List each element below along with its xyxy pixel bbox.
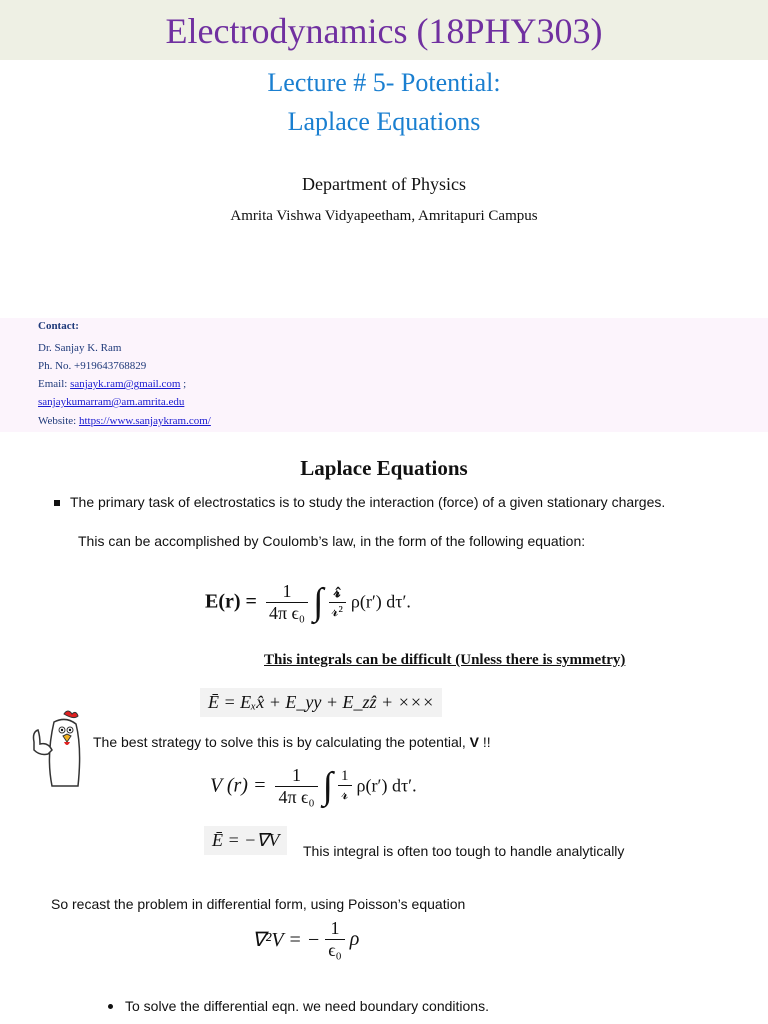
potential-prefactor [275, 765, 317, 808]
website-link[interactable]: https://www.sanjaykram.com/ [78, 415, 211, 427]
coulomb-kernel [329, 584, 346, 621]
strategy-text: The best strategy to solve this is by calculating the potential, [93, 734, 470, 750]
poisson-rho: ρ [349, 928, 360, 950]
contact-email-line [38, 377, 186, 391]
recast-text: So recast the problem in differential form, using Poisson’s equation [51, 896, 466, 912]
contact-email-line2 [38, 395, 184, 409]
poisson-den: ϵ₀ [328, 940, 342, 960]
coulomb-prefactor [266, 581, 308, 624]
coulomb-tail: ρ(r′) dτ′. [350, 591, 411, 612]
coulomb-equation [205, 580, 411, 624]
prefactor-numerator: 1 [266, 581, 308, 603]
coulomb-lhs: E(r) = [205, 590, 257, 613]
email-link-1[interactable]: sanjayk.ram@gmail.com [70, 378, 181, 390]
kernel-denominator: 𝓻² [331, 603, 343, 620]
bullet-text-2: To solve the differential eqn. we need boundary conditions. [125, 998, 489, 1014]
website-label: Website: [38, 415, 79, 427]
poisson-lhs: ∇²V = − [252, 929, 321, 951]
strategy-end: !! [479, 734, 491, 750]
potential-tail: ρ(r′) dτ′. [356, 775, 417, 796]
potential-kernel-den: 𝓻 [341, 787, 349, 803]
potential-equation [210, 764, 417, 808]
square-bullet-icon [54, 500, 60, 506]
lecture-title-line1: Lecture # 5- Potential: [267, 68, 501, 97]
email-link-2[interactable]: sanjaykumarram@am.amrita.edu [38, 396, 185, 408]
poisson-num: 1 [325, 918, 345, 940]
round-bullet-icon [108, 1004, 113, 1009]
gradient-relation: Ē = −∇V [204, 826, 287, 855]
kernel-numerator: 𝓻̂ [329, 584, 346, 603]
institution: Amrita Vishwa Vidyapeetham, Amritapuri Campus [230, 208, 538, 224]
lecture-title-line2: Laplace Equations [287, 107, 481, 136]
department: Department of Physics [302, 174, 466, 194]
section-heading: Laplace Equations [300, 456, 468, 480]
contact-heading: Contact: [38, 320, 79, 332]
potential-kernel [338, 768, 352, 804]
contact-name: Dr. Sanjay K. Ram [38, 342, 122, 354]
integrals-note: This integrals can be difficult (Unless there is symmetry) [264, 652, 626, 668]
strategy-bold-v: V [469, 734, 479, 750]
prefactor-denominator: 4π ϵ₀ [268, 602, 306, 623]
potential-kernel-num: 1 [338, 768, 352, 786]
poisson-fraction [325, 918, 345, 961]
contact-website-line [38, 414, 211, 428]
potential-integral-sign: ∫ [322, 765, 334, 807]
coulomb-intro: This can be accomplished by Coulomb’s law, in the form of the following equation: [78, 533, 586, 549]
potential-prefactor-den: 4π ϵ₀ [278, 786, 315, 807]
email-label: Email: [38, 378, 71, 390]
course-title: Electrodynamics (18PHY303) [165, 11, 603, 51]
integral-sign: ∫ [313, 581, 324, 623]
email-separator: ; [180, 378, 187, 390]
potential-prefactor-num: 1 [275, 765, 317, 787]
strategy-line [93, 734, 491, 750]
potential-lhs: V (r) = [210, 774, 267, 797]
tough-integral-note: This integral is often too tough to handle analytically [303, 843, 625, 859]
contact-phone: Ph. No. +919643768829 [38, 360, 147, 372]
bullet-text-1: The primary task of electrostatics is to study the interaction (force) of a given stationary charges. [70, 494, 666, 510]
poisson-equation [252, 918, 359, 961]
efield-components: Ē = Eₓx̂ + E_yy + E_zẑ + ××× [200, 688, 442, 717]
chicken-mascot-icon [26, 708, 88, 790]
